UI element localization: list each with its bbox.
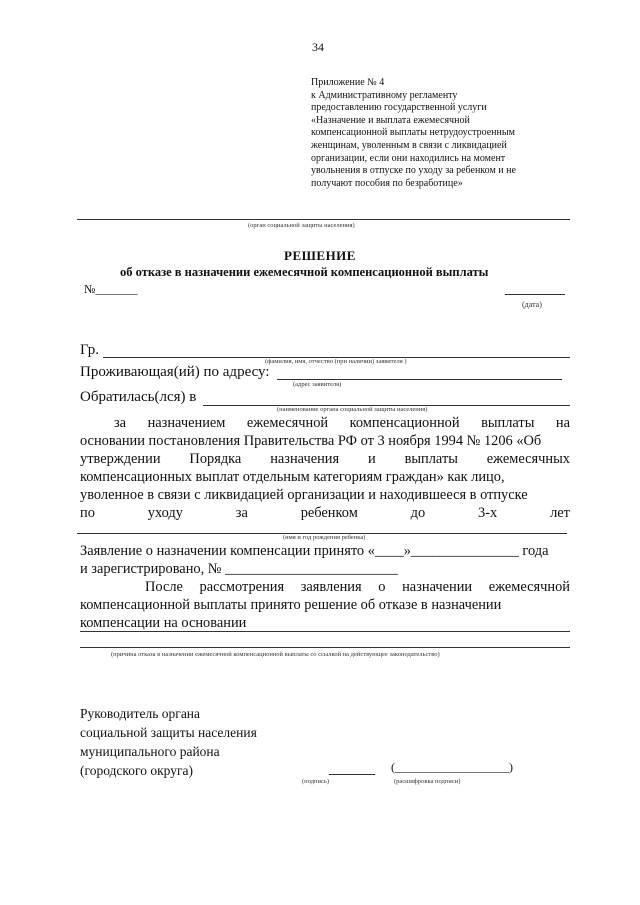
address-caption: (адрес заявителя) bbox=[293, 381, 342, 388]
word: на bbox=[555, 415, 570, 431]
appendix-line: к Административному регламенту bbox=[311, 89, 458, 101]
document-subtitle: об отказе в назначении ежемесячной компенсационной выплаты bbox=[120, 265, 489, 279]
word: по bbox=[80, 505, 95, 521]
appendix-line: женщинам, уволенным в связи с ликвидацией bbox=[311, 139, 507, 151]
appendix-line: компенсационной выплаты нетрудоустроенным bbox=[311, 127, 515, 139]
appendix-line: «Назначение и выплата ежемесячной bbox=[311, 114, 470, 126]
paragraph1-line2: основании постановления Правительства РФ от 3 ноября 1994 № 1206 «Об bbox=[80, 433, 542, 449]
word: за bbox=[235, 505, 248, 521]
paragraph1-line6 bbox=[80, 505, 570, 522]
signatory-line: (городского округа) bbox=[80, 763, 194, 778]
appendix-line: увольнения в отпуске по уходу за ребенком и не bbox=[311, 165, 516, 177]
citizen-label: Гр. bbox=[80, 342, 99, 358]
word: ребенком bbox=[300, 505, 358, 521]
signature-field[interactable] bbox=[329, 774, 375, 775]
word: о bbox=[378, 579, 386, 595]
word: После bbox=[145, 579, 183, 595]
reason-field-line2[interactable] bbox=[80, 647, 570, 648]
word: рассмотрения bbox=[199, 579, 285, 595]
child-caption: (имя и год рождения ребенка) bbox=[283, 534, 366, 541]
signatory-line: Руководитель органа bbox=[80, 706, 201, 721]
appendix-header bbox=[311, 77, 591, 190]
word: и bbox=[368, 451, 376, 467]
word: Порядка bbox=[189, 451, 242, 467]
signatory-line: социальной защиты населения bbox=[80, 725, 257, 740]
document-title: РЕШЕНИЕ bbox=[284, 248, 356, 263]
appendix-line: получают пособия по безработице» bbox=[311, 177, 463, 189]
address-field[interactable] bbox=[277, 379, 562, 380]
paragraph1-line5: уволенное в связи с ликвидацией организации и находившееся в отпуске bbox=[80, 487, 528, 503]
reason-field-line1[interactable] bbox=[80, 631, 570, 632]
applied-caption: (наименование органа социальной защиты населения) bbox=[277, 406, 428, 413]
paragraph1-line1 bbox=[114, 415, 570, 432]
word: назначении bbox=[402, 579, 473, 595]
word: ежемесячной bbox=[246, 415, 329, 431]
word: утверждении bbox=[80, 451, 161, 467]
applied-label: Обратилась(лся) в bbox=[80, 389, 197, 405]
paragraph2-line2: компенсационной выплаты принято решение об отказе в назначении bbox=[80, 597, 502, 613]
signature-caption: (подпись) bbox=[302, 778, 329, 785]
date-field[interactable] bbox=[505, 294, 565, 295]
address-label: Проживающая(ий) по адресу: bbox=[80, 364, 270, 380]
paragraph2-line1 bbox=[145, 579, 570, 596]
word: уходу bbox=[147, 505, 183, 521]
org-line bbox=[77, 219, 570, 220]
word: за bbox=[114, 415, 127, 431]
word: выплаты bbox=[481, 415, 535, 431]
paragraph1-line3 bbox=[80, 451, 570, 468]
word: лет bbox=[550, 505, 570, 521]
date-caption: (дата) bbox=[522, 300, 542, 309]
appendix-line: Приложение № 4 bbox=[311, 77, 385, 88]
word: назначения bbox=[270, 451, 340, 467]
word: заявления bbox=[300, 579, 362, 595]
word: 3-х bbox=[478, 505, 498, 521]
word: назначением bbox=[147, 415, 226, 431]
reason-caption: (причина отказа в назначении ежемесячной компенсационной выплаты со ссылкой на действующее законодательство) bbox=[111, 651, 440, 658]
decision-number-field[interactable]: №_______ bbox=[84, 282, 138, 296]
paragraph2-line3: компенсации на основании bbox=[80, 615, 247, 631]
appendix-line: организации, если они находились на момент bbox=[311, 152, 506, 164]
signature-decode-caption: (расшифровка подписи) bbox=[394, 778, 461, 785]
word: ежемесячных bbox=[486, 451, 570, 467]
word: выплаты bbox=[404, 451, 458, 467]
word: ежемесячной bbox=[488, 579, 570, 595]
page-number: 34 bbox=[312, 40, 324, 54]
signature-decode-field[interactable]: (___________________) bbox=[391, 760, 513, 774]
application-date-line[interactable]: Заявление о назначении компенсации принято «____»_______________ года bbox=[80, 543, 549, 559]
registration-number-line[interactable]: и зарегистрировано, № ________________________ bbox=[80, 561, 398, 577]
word: компенсационной bbox=[349, 415, 460, 431]
citizen-caption: (фамилия, имя, отчество (при наличии) заявителя ) bbox=[265, 358, 407, 365]
word: до bbox=[410, 505, 426, 521]
paragraph1-line4: компенсационных выплат отдельным категориям граждан» как лицо, bbox=[80, 469, 505, 485]
signatory-line: муниципального района bbox=[80, 744, 220, 759]
org-caption: (орган социальной защиты населения) bbox=[248, 222, 355, 229]
appendix-line: предоставлению государственной услуги bbox=[311, 102, 487, 114]
